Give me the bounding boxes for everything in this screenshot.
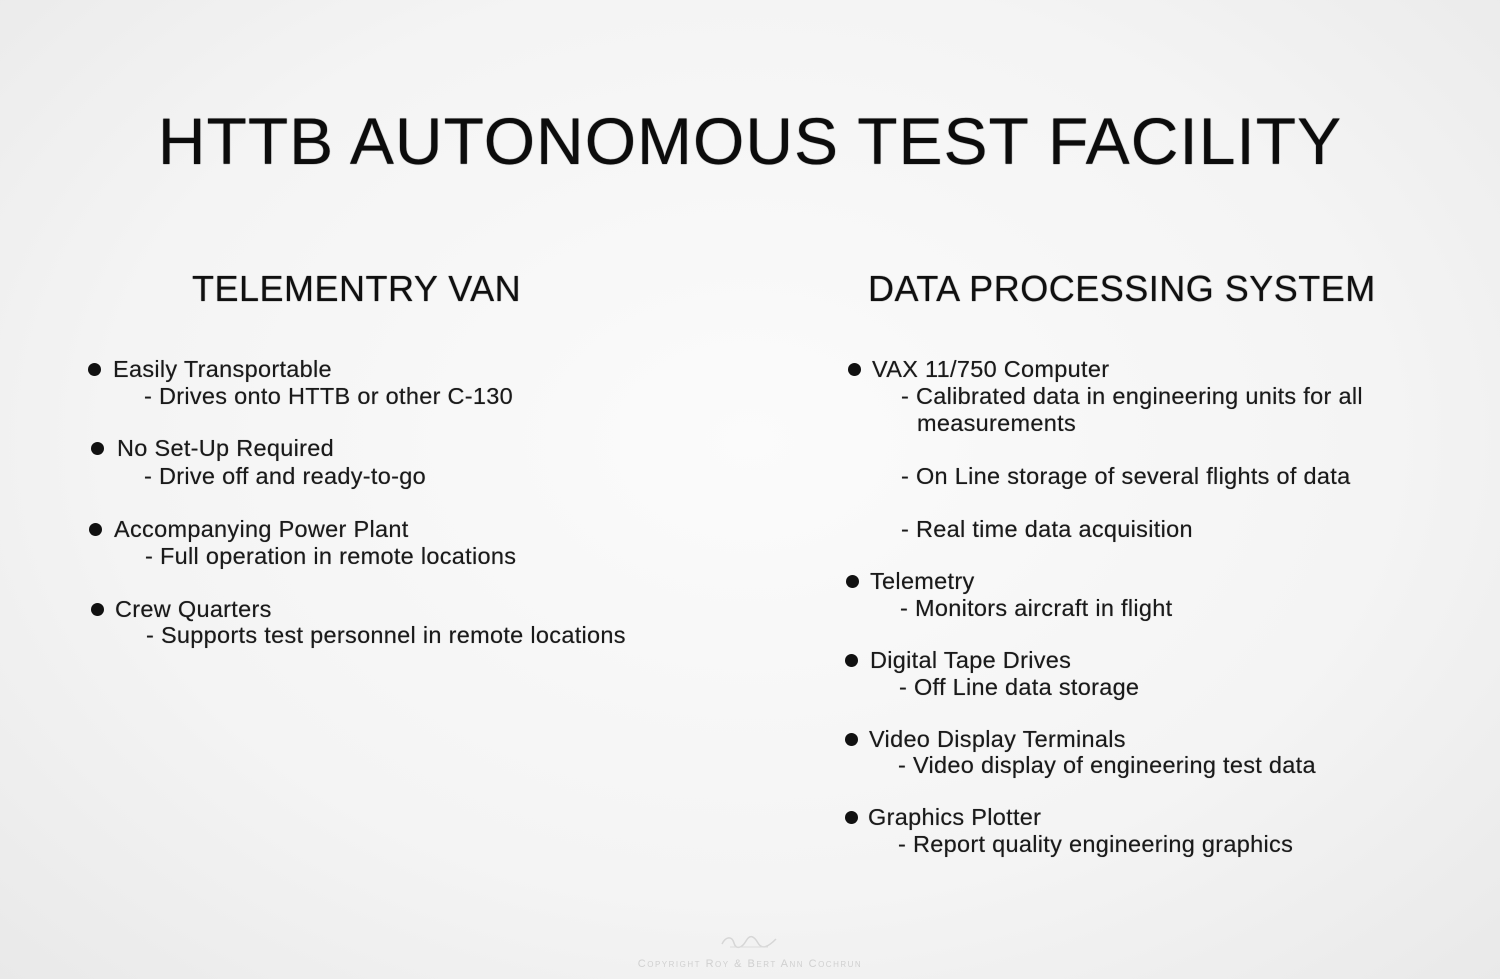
- list-item-label: Crew Quarters: [115, 596, 272, 622]
- copyright-notice: Copyright Roy & Bert Ann Cochrun: [637, 958, 863, 970]
- data-processing-heading: DATA PROCESSING SYSTEM: [868, 268, 1376, 309]
- list-item-label: Graphics Plotter: [868, 804, 1042, 830]
- list-item-label: Easily Transportable: [113, 356, 332, 382]
- bullet-icon: [88, 363, 101, 376]
- list-item-detail: - On Line storage of several flights of data: [901, 463, 1351, 489]
- list-item-label: Telemetry: [870, 568, 975, 594]
- list-item-label: Accompanying Power Plant: [114, 516, 409, 542]
- list-item-label: Digital Tape Drives: [870, 647, 1072, 673]
- list-item-detail: - Supports test personnel in remote locations: [146, 622, 626, 648]
- list-item-detail: measurements: [917, 410, 1077, 436]
- list-item-detail: - Drives onto HTTB or other C-130: [144, 383, 514, 409]
- list-item-detail: - Real time data acquisition: [901, 516, 1193, 542]
- list-item-detail: - Monitors aircraft in flight: [900, 595, 1173, 621]
- list-item-label: No Set-Up Required: [117, 435, 335, 461]
- list-item-detail: - Off Line data storage: [899, 674, 1140, 700]
- list-item-detail: - Report quality engineering graphics: [898, 831, 1294, 857]
- list-item-detail: - Full operation in remote locations: [145, 543, 517, 569]
- bullet-icon: [91, 603, 104, 616]
- bullet-icon: [845, 733, 858, 746]
- bullet-icon: [846, 575, 859, 588]
- list-item-detail: - Calibrated data in engineering units for all: [901, 383, 1363, 409]
- watermark-logo-icon: [720, 934, 778, 950]
- telemetry-van-heading: TELEMENTRY VAN: [192, 268, 522, 309]
- bullet-icon: [89, 523, 102, 536]
- list-item-detail: - Drive off and ready-to-go: [144, 463, 426, 489]
- bullet-icon: [845, 654, 858, 667]
- bullet-icon: [845, 811, 858, 824]
- list-item-detail: - Video display of engineering test data: [898, 752, 1316, 778]
- bullet-icon: [848, 363, 861, 376]
- page-title: HTTB AUTONOMOUS TEST FACILITY: [157, 104, 1343, 178]
- list-item-label: VAX 11/750 Computer: [872, 356, 1110, 382]
- bullet-icon: [91, 442, 104, 455]
- list-item-label: Video Display Terminals: [869, 726, 1126, 752]
